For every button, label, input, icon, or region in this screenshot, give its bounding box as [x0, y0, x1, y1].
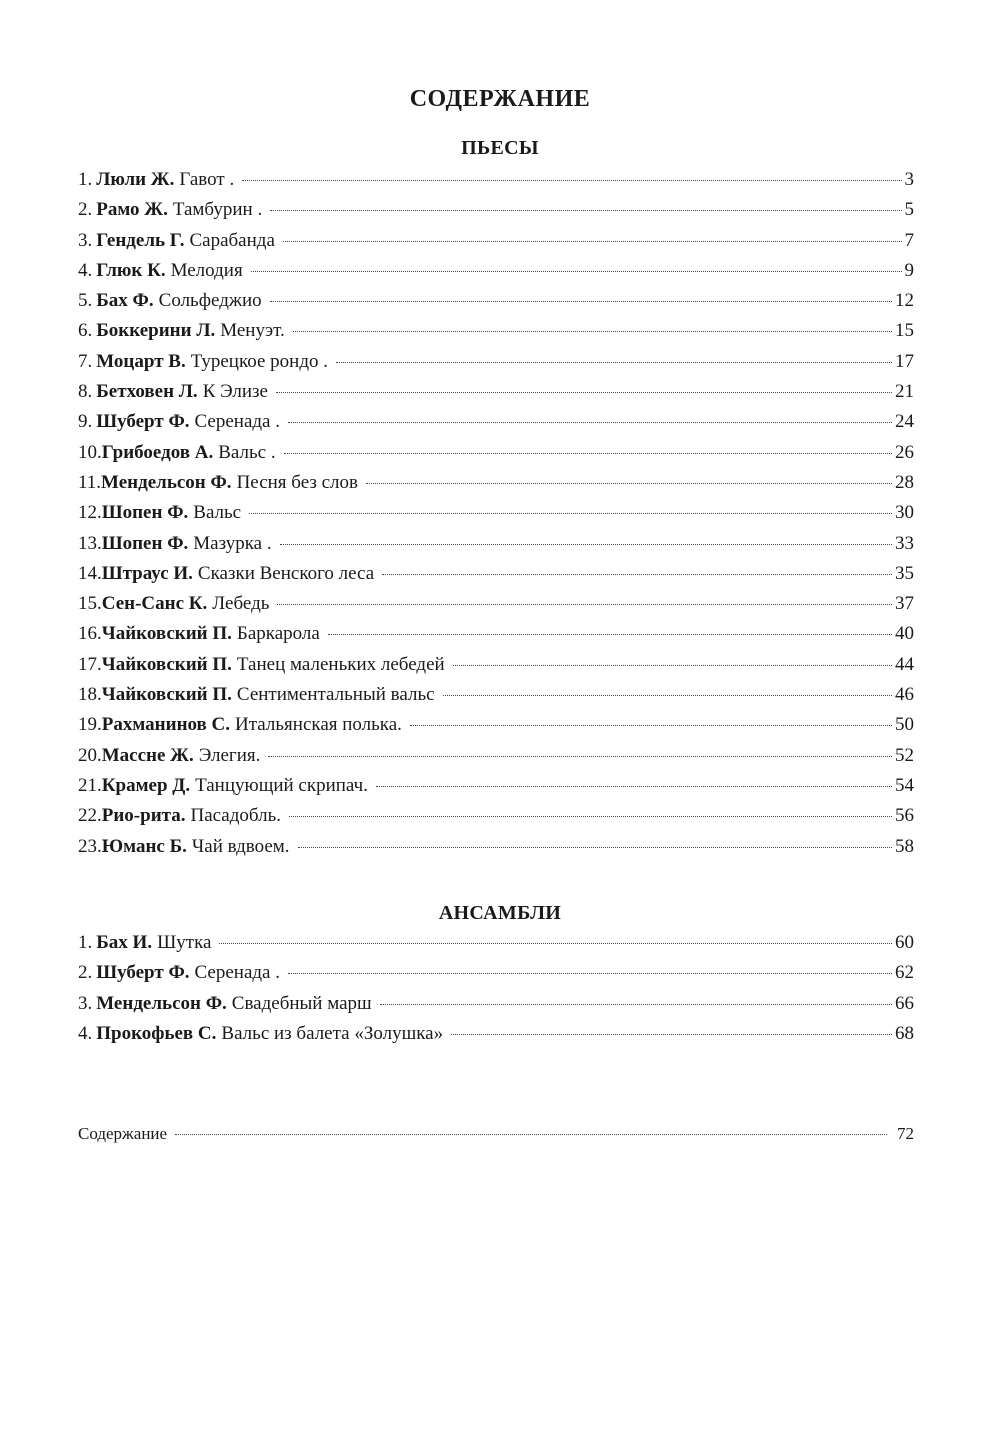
dot-leader	[328, 634, 892, 635]
entry-page-number: 26	[895, 441, 914, 463]
entry-number: 4.	[78, 1022, 93, 1044]
entry-number: 21.	[78, 774, 102, 796]
toc-entry	[78, 654, 914, 684]
entry-number: 8.	[78, 381, 93, 403]
entry-number: 3.	[78, 229, 93, 251]
entry-title: К Элизе	[202, 381, 268, 403]
entry-page-number: 66	[895, 992, 914, 1014]
entry-page-number: 12	[895, 290, 914, 312]
entry-title: Тамбурин .	[172, 199, 263, 221]
toc-entry	[78, 290, 914, 320]
dot-leader	[219, 943, 892, 944]
dot-leader	[410, 725, 892, 726]
toc-entry	[78, 684, 914, 714]
entry-composer: Чайковский П.	[101, 653, 232, 675]
dot-leader	[380, 1004, 892, 1005]
entry-composer: Рио-рита.	[101, 805, 186, 827]
entry-composer: Рамо Ж.	[96, 199, 168, 221]
entry-number: 7.	[78, 350, 93, 372]
dot-leader	[249, 513, 892, 514]
entry-page-number: 52	[895, 744, 914, 766]
toc-entry	[78, 836, 914, 866]
dot-leader	[288, 973, 892, 974]
dot-leader	[276, 392, 892, 393]
toc-entry	[78, 472, 914, 502]
entry-page-number: 30	[895, 502, 914, 524]
entry-number: 2.	[78, 962, 93, 984]
dot-leader	[268, 756, 892, 757]
entry-composer: Прокофьев С.	[96, 1022, 217, 1044]
footer-toc-entry	[78, 1124, 914, 1144]
entry-title: Менуэт.	[220, 320, 285, 342]
toc-entry	[78, 805, 914, 835]
entry-title: Турецкое рондо .	[190, 350, 328, 372]
entry-title: Сольфеджио	[158, 290, 262, 312]
toc-entry	[78, 442, 914, 472]
entry-page-number: 60	[895, 932, 914, 953]
entry-composer: Шуберт Ф.	[96, 411, 190, 433]
entry-title: Танец маленьких лебедей	[236, 653, 445, 675]
entry-composer: Глюк К.	[96, 259, 166, 281]
entry-number: 9.	[78, 411, 93, 433]
entry-page-number: 17	[895, 350, 914, 372]
toc-entry	[78, 502, 914, 532]
entry-composer: Бетховен Л.	[96, 381, 198, 403]
entry-page-number: 50	[895, 714, 914, 736]
entry-title: Мелодия	[170, 259, 243, 281]
entry-page-number: 5	[904, 199, 914, 221]
entry-composer: Гендель Г.	[96, 229, 185, 251]
entry-number: 1.	[78, 169, 93, 190]
entry-composer: Штраус И.	[101, 562, 193, 584]
page-title: СОДЕРЖАНИЕ	[409, 86, 591, 112]
entry-page-number: 58	[895, 835, 914, 857]
toc-entry	[78, 351, 914, 381]
entry-composer: Шопен Ф.	[101, 532, 189, 554]
entry-number: 11.	[78, 471, 102, 493]
dot-leader	[336, 362, 892, 363]
entry-title: Вальс из балета «Золушка»	[221, 1022, 444, 1044]
toc-entry	[78, 320, 914, 350]
entry-page-number: 33	[895, 532, 914, 554]
section-heading-ensembles: АНСАМБЛИ	[438, 902, 562, 924]
dot-leader	[270, 210, 901, 211]
entry-title: Вальс	[193, 502, 242, 524]
entry-composer: Шуберт Ф.	[96, 962, 190, 984]
toc-entry	[78, 623, 914, 653]
entry-title: Чай вдвоем.	[191, 835, 290, 857]
toc-entry	[78, 260, 914, 290]
dot-leader	[288, 422, 892, 423]
entry-number: 6.	[78, 320, 93, 342]
section-heading-pieces: ПЬЕСЫ	[461, 137, 539, 159]
dot-leader	[280, 544, 892, 545]
entry-number: 3.	[78, 992, 93, 1014]
footer-page-number: 72	[897, 1124, 914, 1143]
entry-page-number: 7	[904, 229, 914, 251]
entry-page-number: 9	[904, 259, 914, 281]
entry-page-number: 40	[895, 623, 914, 645]
entry-number: 2.	[78, 199, 93, 221]
entry-number: 1.	[78, 932, 93, 953]
entry-number: 22.	[78, 805, 102, 827]
toc-entry	[78, 563, 914, 593]
dot-leader	[443, 695, 892, 696]
entry-title: Серенада .	[194, 411, 280, 433]
entry-number: 10.	[78, 441, 102, 463]
toc-entry	[78, 775, 914, 805]
entry-title: Гавот .	[179, 169, 235, 190]
entry-page-number: 37	[895, 593, 914, 615]
pieces-list	[78, 169, 914, 866]
entry-page-number: 15	[895, 320, 914, 342]
toc-entry	[78, 169, 914, 199]
dot-leader	[293, 331, 892, 332]
ensembles-list	[78, 932, 914, 1053]
dot-leader	[451, 1034, 892, 1035]
toc-entry	[78, 593, 914, 623]
entry-page-number: 46	[895, 684, 914, 706]
entry-title: Сказки Венского леса	[197, 562, 375, 584]
entry-page-number: 35	[895, 562, 914, 584]
entry-number: 16.	[78, 623, 102, 645]
toc-entry	[78, 745, 914, 775]
entry-composer: Юманс Б.	[101, 835, 187, 857]
entry-title: Сентиментальный вальс	[236, 684, 435, 706]
entry-number: 17.	[78, 653, 102, 675]
entry-number: 4.	[78, 259, 93, 281]
entry-page-number: 3	[904, 169, 914, 190]
dot-leader	[242, 180, 901, 181]
entry-page-number: 44	[895, 653, 914, 675]
dot-leader	[277, 604, 892, 605]
entry-composer: Массне Ж.	[101, 744, 194, 766]
dot-leader	[283, 241, 902, 242]
entry-composer: Чайковский П.	[101, 623, 232, 645]
entry-title: Шутка	[157, 932, 212, 953]
toc-entry	[78, 533, 914, 563]
dot-leader	[366, 483, 892, 484]
toc-entry	[78, 1023, 914, 1053]
dot-leader	[289, 816, 892, 817]
entry-composer: Чайковский П.	[101, 684, 232, 706]
entry-number: 23.	[78, 835, 102, 857]
entry-title: Серенада .	[194, 962, 280, 984]
toc-entry	[78, 714, 914, 744]
entry-page-number: 21	[895, 381, 914, 403]
entry-composer: Сен-Санс К.	[101, 593, 208, 615]
entry-number: 18.	[78, 684, 102, 706]
toc-entry	[78, 932, 914, 962]
entry-composer: Мендельсон Ф.	[101, 471, 232, 493]
toc-entry	[78, 993, 914, 1023]
entry-title: Свадебный марш	[231, 992, 372, 1014]
footer-label: Содержание	[78, 1124, 168, 1143]
entry-composer: Бах И.	[96, 932, 153, 953]
entry-number: 20.	[78, 744, 102, 766]
dot-leader	[453, 665, 892, 666]
toc-entry	[78, 411, 914, 441]
dot-leader	[298, 847, 892, 848]
entry-title: Сарабанда	[189, 229, 275, 251]
entry-composer: Моцарт В.	[96, 350, 186, 372]
entry-title: Песня без слов	[236, 471, 359, 493]
entry-number: 5.	[78, 290, 93, 312]
entry-title: Мазурка .	[193, 532, 272, 554]
entry-number: 12.	[78, 502, 102, 524]
entry-page-number: 24	[895, 411, 914, 433]
entry-page-number: 56	[895, 805, 914, 827]
entry-composer: Бах Ф.	[96, 290, 154, 312]
entry-title: Баркарола	[236, 623, 320, 645]
entry-composer: Боккерини Л.	[96, 320, 216, 342]
dot-leader	[284, 453, 892, 454]
entry-page-number: 54	[895, 774, 914, 796]
entry-title: Лебедь	[212, 593, 270, 615]
toc-entry	[78, 962, 914, 992]
entry-title: Итальянская полька.	[235, 714, 402, 736]
entry-title: Пасадобль.	[190, 805, 281, 827]
entry-composer: Шопен Ф.	[101, 502, 189, 524]
entry-title: Танцующий скрипач.	[195, 774, 368, 796]
entry-composer: Крамер Д.	[101, 774, 191, 796]
entry-composer: Рахманинов С.	[101, 714, 231, 736]
dot-leader	[382, 574, 892, 575]
dot-leader	[175, 1134, 887, 1135]
dot-leader	[376, 786, 892, 787]
entry-composer: Грибоедов А.	[101, 441, 214, 463]
entry-number: 13.	[78, 532, 102, 554]
entry-number: 14.	[78, 562, 102, 584]
entry-composer: Мендельсон Ф.	[96, 992, 227, 1014]
entry-page-number: 62	[895, 962, 914, 984]
entry-page-number: 28	[895, 471, 914, 493]
dot-leader	[251, 271, 902, 272]
toc-entry	[78, 381, 914, 411]
entry-title: Вальс .	[218, 441, 276, 463]
toc-entry	[78, 199, 914, 229]
entry-title: Элегия.	[198, 744, 261, 766]
entry-number: 19.	[78, 714, 102, 736]
dot-leader	[270, 301, 892, 302]
toc-entry	[78, 230, 914, 260]
entry-composer: Люли Ж.	[96, 169, 175, 190]
entry-number: 15.	[78, 593, 102, 615]
entry-page-number: 68	[895, 1022, 914, 1044]
